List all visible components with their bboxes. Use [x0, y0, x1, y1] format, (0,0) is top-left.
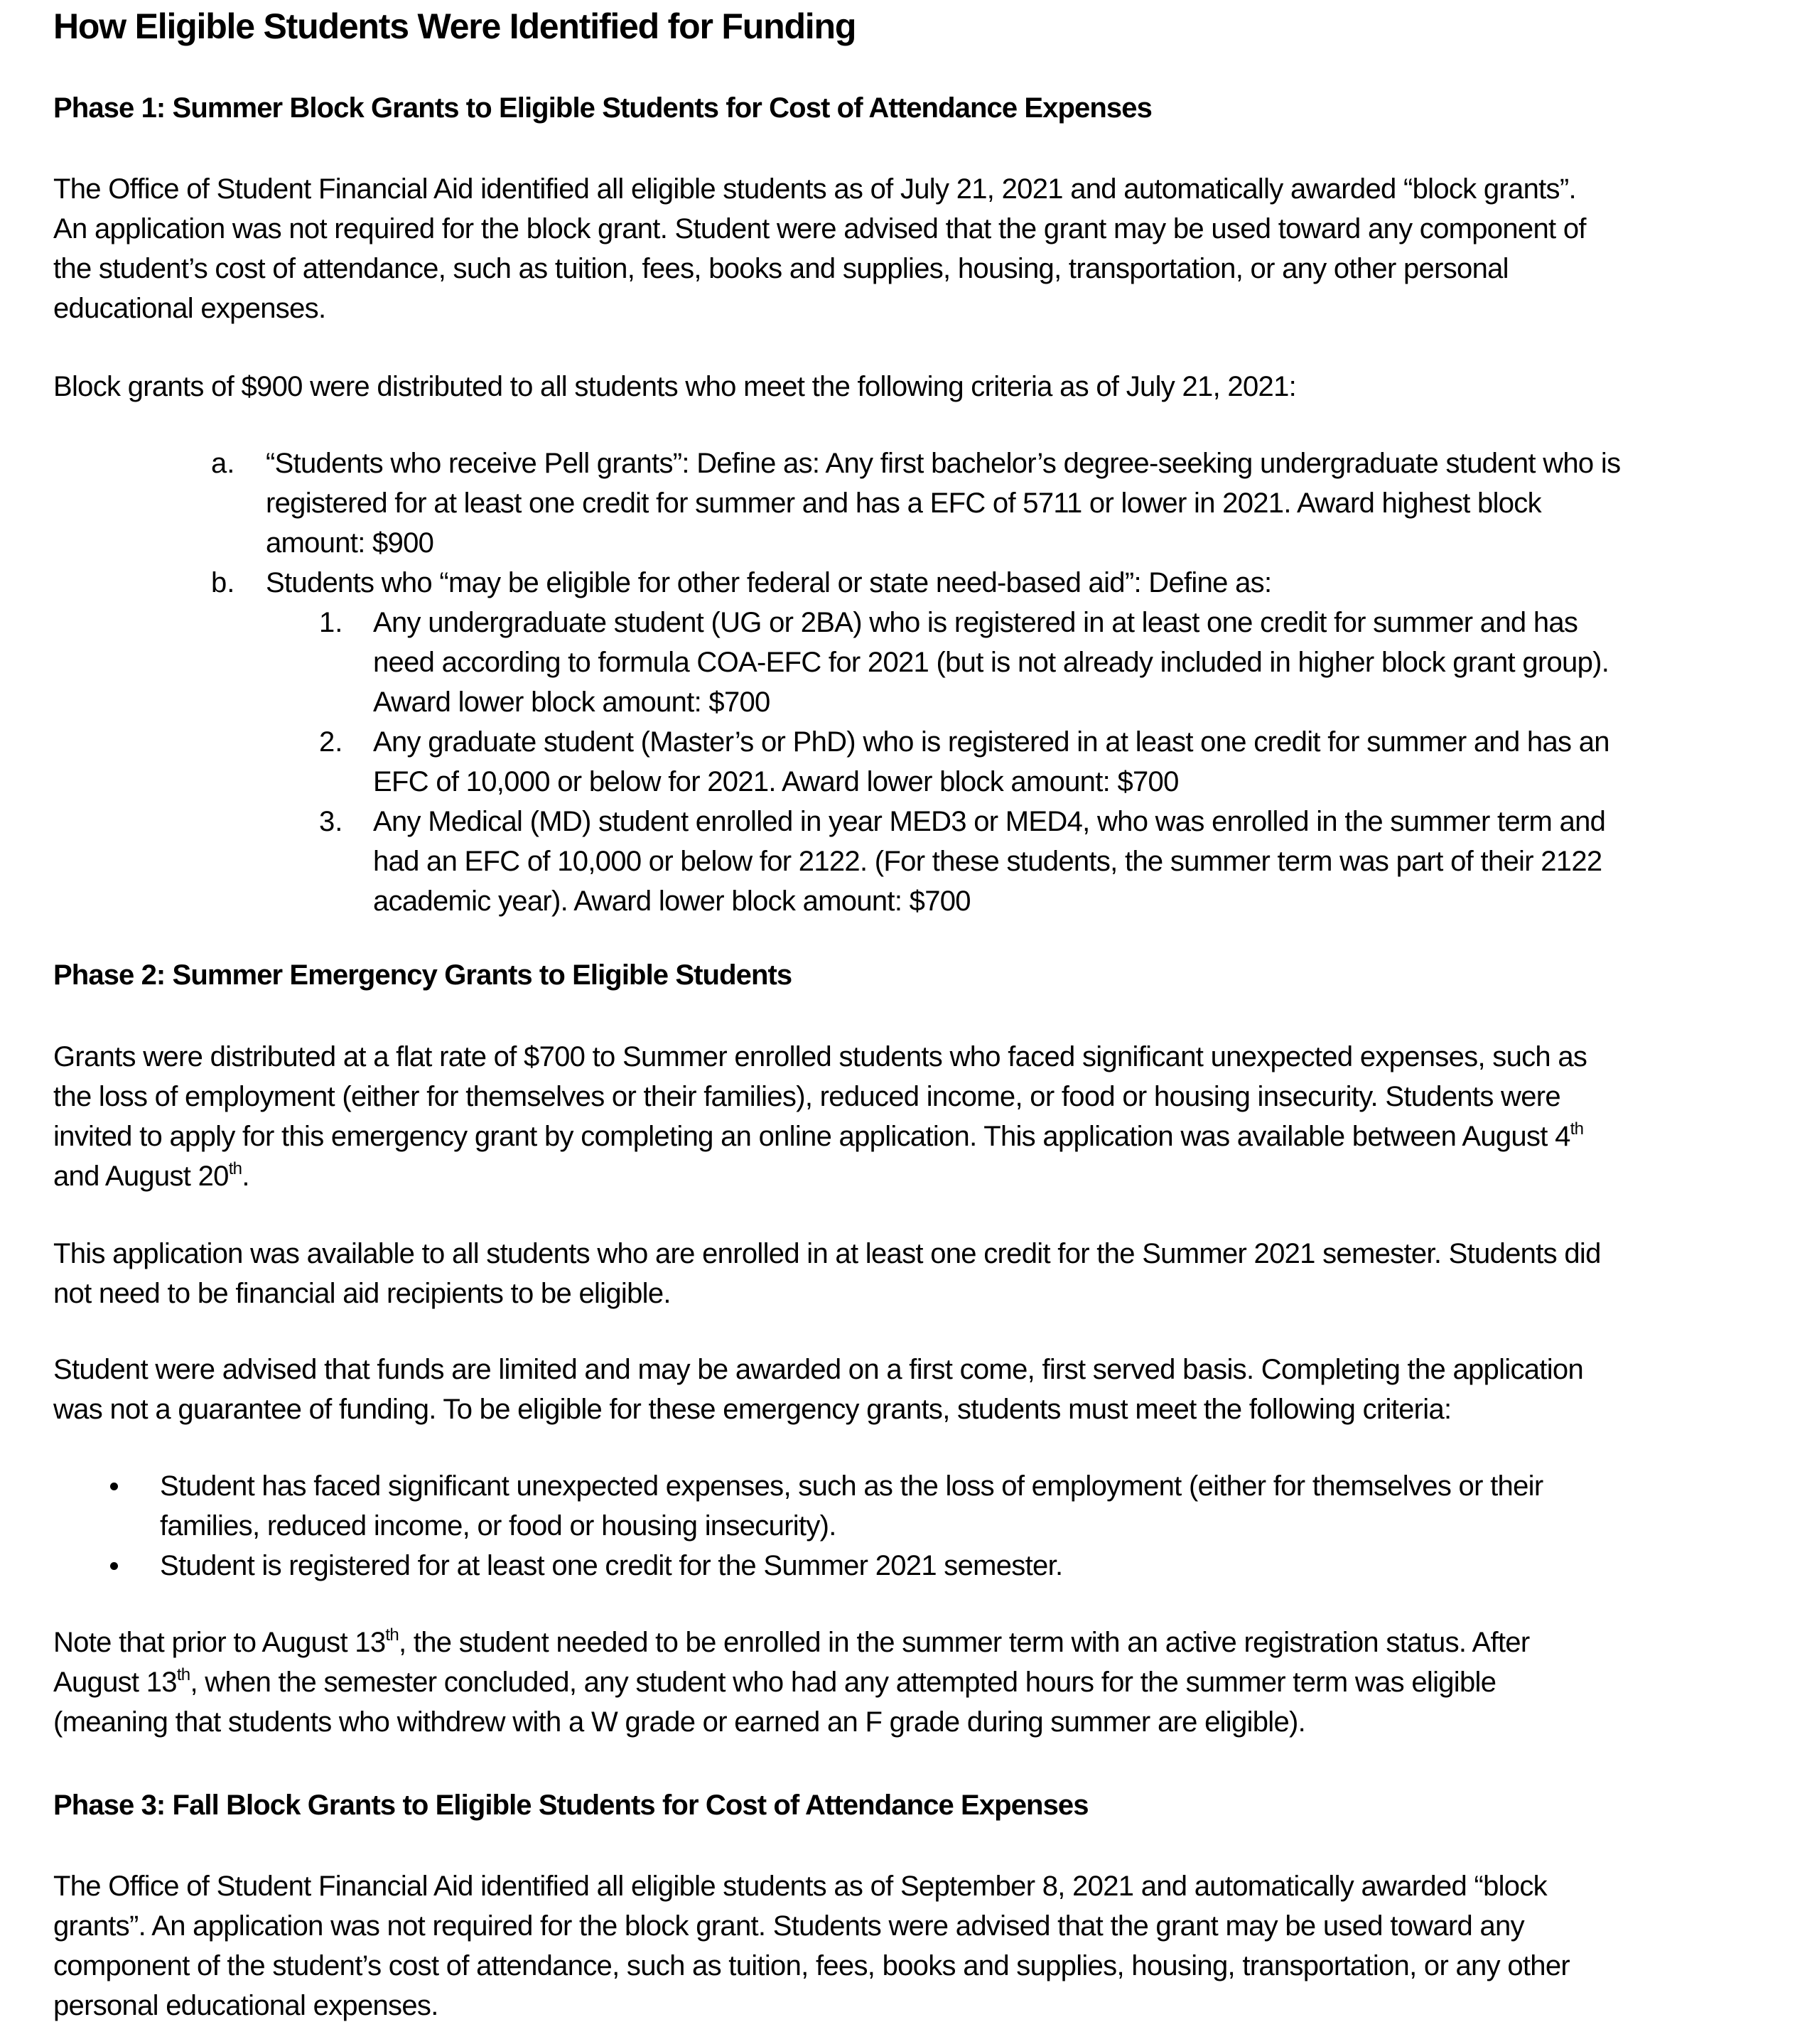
phase1-intro-paragraph	[53, 169, 1759, 328]
bullet-icon	[110, 1562, 118, 1570]
text-run: , when the semester concluded, any student who had any attempted hours for the summer term was eligible	[190, 1667, 1496, 1698]
text-line: the student’s cost of attendance, such as tuition, fees, books and supplies, housing, transportation, or any other personal	[53, 253, 1509, 284]
text-line: “Students who receive Pell grants”: Define as: Any first bachelor’s degree-seeking undergraduate student who is	[266, 448, 1621, 479]
phase3-heading: Phase 3: Fall Block Grants to Eligible Students for Cost of Attendance Expenses	[53, 1790, 1089, 1821]
phase2-paragraph-2	[53, 1234, 1759, 1313]
phase1-criteria-intro	[53, 367, 1759, 407]
phase2-paragraph-3	[53, 1350, 1759, 1429]
text-line	[53, 1156, 1759, 1196]
text-run: and August 20	[53, 1161, 229, 1192]
text-line: An application was not required for the block grant. Student were advised that the grant may be used toward any component of	[53, 213, 1586, 244]
list-item-text	[266, 443, 1620, 563]
text-line: Any Medical (MD) student enrolled in year MED3 or MED4, who was enrolled in the summer term and	[373, 806, 1606, 837]
text-line: Award lower block amount: $700	[373, 687, 770, 718]
text-line: Student is registered for at least one credit for the Summer 2021 semester.	[160, 1550, 1063, 1581]
list-item-text	[373, 603, 1609, 722]
text-line: (meaning that students who withdrew with a W grade or earned an F grade during summer are eligible).	[53, 1706, 1306, 1738]
text-run: , the student needed to be enrolled in the summer term with an active registration status. After	[399, 1627, 1530, 1658]
text-line: Any undergraduate student (UG or 2BA) who is registered in at least one credit for summer and has	[373, 607, 1578, 638]
text-line: registered for at least one credit for summer and has a EFC of 5711 or lower in 2021. Award highest block	[266, 488, 1541, 519]
list-item-text	[266, 563, 1271, 603]
text-line: Students who “may be eligible for other federal or state need-based aid”: Define as:	[266, 567, 1272, 598]
phase2-note-paragraph	[53, 1623, 1759, 1742]
text-line: This application was available to all students who are enrolled in at least one credit for the Summer 2021 semester. Students did	[53, 1238, 1601, 1269]
text-line: Any graduate student (Master’s or PhD) who is registered in at least one credit for summer and has an	[373, 726, 1609, 758]
text-line: not need to be financial aid recipients to be eligible.	[53, 1278, 671, 1309]
text-line: personal educational expenses.	[53, 1990, 438, 2021]
text-line: grants”. An application was not required for the block grant. Students were advised that the grant may be used toward any	[53, 1910, 1524, 1942]
text-line: had an EFC of 10,000 or below for 2122. (For these students, the summer term was part of their 2122	[373, 846, 1602, 877]
text-line: Student were advised that funds are limited and may be awarded on a first come, first served basis. Completing the application	[53, 1354, 1583, 1385]
text-run: .	[242, 1161, 249, 1192]
text-line	[53, 1662, 1759, 1702]
text-line: need according to formula COA-EFC for 2021 (but is not already included in higher block grant group).	[373, 647, 1609, 678]
text-line: EFC of 10,000 or below for 2021. Award lower block amount: $700	[373, 766, 1179, 797]
phase2-heading: Phase 2: Summer Emergency Grants to Eligible Students	[53, 959, 792, 991]
list-marker: b.	[211, 567, 235, 598]
text-line: academic year). Award lower block amount: $700	[373, 886, 971, 917]
text-line: The Office of Student Financial Aid identified all eligible students as of September 8, 2021 and automatically awarded “block	[53, 1871, 1547, 1902]
text-line	[53, 1117, 1759, 1156]
text-run: invited to apply for this emergency grant by completing an online application. This application was available between August 4	[53, 1121, 1570, 1152]
text-line: The Office of Student Financial Aid identified all eligible students as of July 21, 2021 and automatically awarded “block grants”.	[53, 173, 1576, 205]
ordinal-superscript: th	[385, 1625, 399, 1645]
text-line: amount: $900	[266, 527, 434, 559]
phase2-paragraph-1	[53, 1037, 1759, 1196]
list-item-text	[373, 722, 1609, 802]
list-item-text	[373, 802, 1605, 921]
text-line: the loss of employment (either for themselves or their families), reduced income, or food or housing insecurity. Students were	[53, 1081, 1560, 1112]
list-marker: 3.	[319, 806, 343, 837]
text-line: educational expenses.	[53, 293, 326, 324]
page-title: How Eligible Students Were Identified for Funding	[53, 6, 856, 46]
list-marker: a.	[211, 448, 235, 479]
list-item-text	[160, 1466, 1543, 1546]
phase1-heading: Phase 1: Summer Block Grants to Eligible Students for Cost of Attendance Expenses	[53, 92, 1152, 124]
phase3-paragraph	[53, 1866, 1759, 2026]
bullet-icon	[110, 1483, 118, 1490]
list-item-text	[160, 1546, 1062, 1586]
text-run: August 13	[53, 1667, 177, 1698]
text-line	[53, 1623, 1759, 1662]
text-line: component of the student’s cost of attendance, such as tuition, fees, books and supplies, housing, transportation, or any other	[53, 1950, 1570, 1981]
text-run: Note that prior to August 13	[53, 1627, 386, 1658]
ordinal-superscript: th	[176, 1665, 190, 1684]
text-line: Grants were distributed at a flat rate of $700 to Summer enrolled students who faced significant unexpected expenses, such as	[53, 1041, 1587, 1072]
text-line: families, reduced income, or food or housing insecurity).	[160, 1510, 836, 1542]
list-marker: 2.	[319, 726, 343, 758]
text-line: Student has faced significant unexpected expenses, such as the loss of employment (either for themselves or their	[160, 1470, 1543, 1502]
ordinal-superscript: th	[1570, 1119, 1584, 1139]
ordinal-superscript: th	[228, 1159, 242, 1178]
list-marker: 1.	[319, 607, 343, 638]
text-line: Block grants of $900 were distributed to all students who meet the following criteria as of July 21, 2021:	[53, 371, 1297, 402]
text-line: was not a guarantee of funding. To be eligible for these emergency grants, students must meet the following criteria:	[53, 1394, 1452, 1425]
